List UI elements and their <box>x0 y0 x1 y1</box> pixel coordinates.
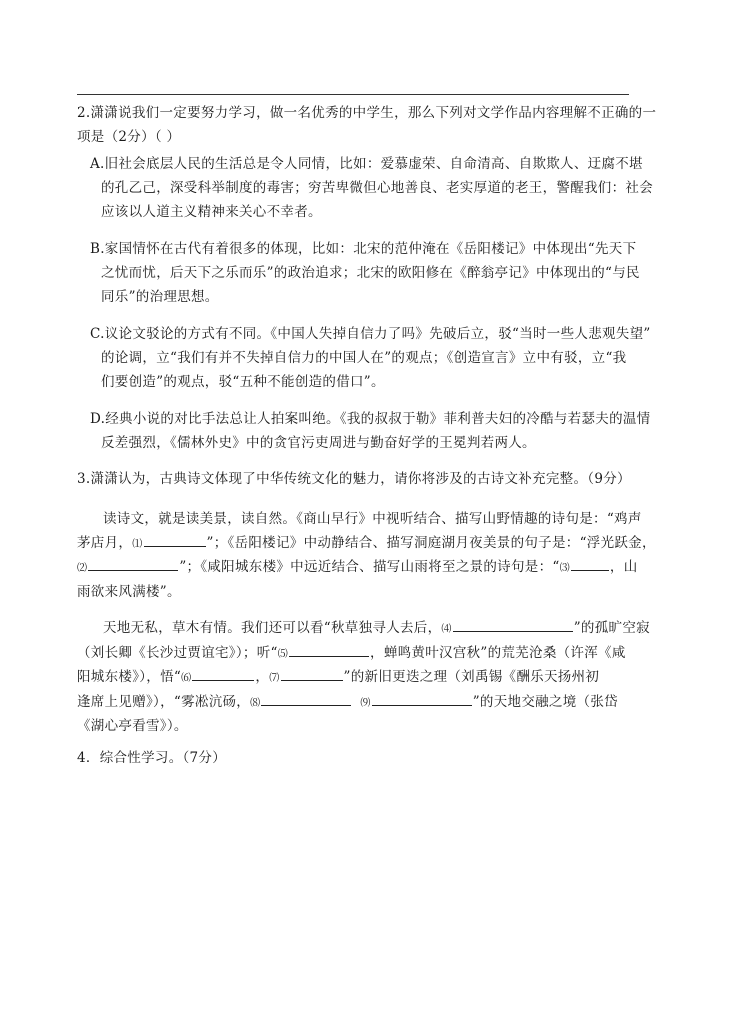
p1-line3-end: ，山 <box>609 559 638 575</box>
q2-stem-line1: 2.潇潇说我们一定要努力学习，做一名优秀的中学生，那么下列对文学作品内容理解不正确的一 <box>77 105 657 121</box>
p2-line3-end: ”的新旧更迭之理（刘禹锡《酬乐天扬州初 <box>343 669 600 685</box>
blank-number-1: ⑴ <box>132 538 143 550</box>
p2-line1 <box>77 617 677 642</box>
p2-line3-start: 阳城东楼》），悟“ <box>77 669 182 685</box>
blank-number-2: ⑵ <box>77 563 88 574</box>
fill-blank-7[interactable] <box>281 666 343 681</box>
blank-number-9: ⑼ <box>360 697 371 709</box>
option-c-line3: 们要创造”的观点，驳“五种不能创造的借口”。 <box>101 374 385 390</box>
option-a-line3: 应该以人道主义精神来关心不幸者。 <box>101 204 322 220</box>
p2-line4-end: ”的天地交融之境（张岱 <box>472 693 618 710</box>
q2-stem-line2: 项是（2分）（ ） <box>77 128 181 145</box>
p1-line3-start: ”；《咸阳城东楼》中远近结合、描写山雨将至之景的诗句是：“ <box>179 559 560 575</box>
option-a-line1: A.旧社会底层人民的生活总是令人同情，比如：爱慕虚荣、自命清高、自欺欺人、迂腐不堪 <box>90 156 643 172</box>
p1-line4: 雨欲来风满楼”。 <box>77 583 181 600</box>
option-c-line1: C.议论文驳论的方式有不同。《中国人失掉自信力了吗》先破后立，驳“当时一些人悲观失望” <box>90 326 651 342</box>
blank-number-5: ⑸ <box>277 648 289 660</box>
fill-blank-1[interactable] <box>144 532 206 547</box>
q2-option-c <box>90 322 677 394</box>
blank-number-4: ⑷ <box>441 624 452 635</box>
q3-paragraph-1 <box>77 508 677 604</box>
fill-blank-9[interactable] <box>372 691 472 706</box>
question-2-stem <box>77 102 677 149</box>
option-d-line2: 反差强烈，《儒林外史》中的贪官污吏周进与勤奋好学的王冕判若两人。 <box>101 435 536 451</box>
fill-blank-2[interactable] <box>88 556 178 571</box>
blank-number-6: ⑹ <box>181 673 192 684</box>
fill-blank-6[interactable] <box>192 666 254 681</box>
p2-line3-comma: ， <box>255 669 270 685</box>
p1-line2-start: 茅店月， <box>77 534 133 551</box>
top-divider <box>77 94 629 95</box>
option-d-line1: D.经典小说的对比手法总让人拍案叫绝。《我的叔叔于勒》菲利普夫妇的冷酷与若瑟夫的温情 <box>90 411 651 427</box>
q3-paragraph-2 <box>77 617 677 739</box>
blank-number-3: ⑶ <box>559 563 570 574</box>
p2-line1-end: ”的孤旷空寂 <box>573 620 650 636</box>
fill-blank-8[interactable] <box>261 691 351 706</box>
option-b-line1: B.家国情怀在古代有着很多的体现，比如：北宋的范仲淹在《岳阳楼记》中体现出“先天下 <box>90 241 637 257</box>
option-b-line2: 之忧而忧，后天下之乐而乐”的政治追求；北宋的欧阳修在《醉翁亭记》中体现出的“与民 <box>101 265 640 281</box>
q2-option-a <box>90 152 677 224</box>
question-4-stem: 4．综合性学习。（7分） <box>77 750 227 766</box>
fill-blank-3[interactable] <box>571 556 609 571</box>
p2-line2-start: （刘长卿《长沙过贾谊宅》）；听“ <box>77 644 278 661</box>
fill-blank-5[interactable] <box>289 642 369 657</box>
q2-option-b <box>90 237 677 309</box>
p2-line1-start: 天地无私，草木有情。我们还可以看“秋草独寻人去后， <box>103 620 442 636</box>
p2-line2-end: ，蝉鸣黄叶汉宫秋”的荒芜沧桑（许浑《咸 <box>370 644 626 661</box>
option-a-line2: 的孔乙己，深受科举制度的毒害；穷苦卑微但心地善良、老实厚道的老王，警醒我们：社会 <box>101 180 653 196</box>
blank-number-7: ⑺ <box>269 673 280 684</box>
p1-line1: 读诗文，就是读美景，读自然。《商山早行》中视听结合、描写山野情趣的诗句是：“鸡声 <box>103 511 642 527</box>
fill-blank-4[interactable] <box>453 617 573 632</box>
q2-option-d <box>90 407 677 455</box>
question-3-stem: 3.潇潇认为，古典诗文体现了中华传统文化的魅力，请你将涉及的古诗文补充完整。（9分） <box>77 471 631 487</box>
p2-line5: 《湖心亭看雪》）。 <box>77 718 188 734</box>
p1-line2-end: ”；《岳阳楼记》中动静结合、描写洞庭湖月夜美景的句子是：“浮光跃金， <box>206 534 656 551</box>
blank-number-8: ⑻ <box>250 697 261 709</box>
p2-line4-start: 逢席上见赠》），“雾凇沆砀， <box>77 693 251 710</box>
option-b-line3: 同乐”的治理思想。 <box>101 289 219 305</box>
option-c-line2: 的论调，立“我们有并不失掉自信力的中国人在”的观点；《创造宣言》立中有驳，立“我 <box>101 350 627 366</box>
